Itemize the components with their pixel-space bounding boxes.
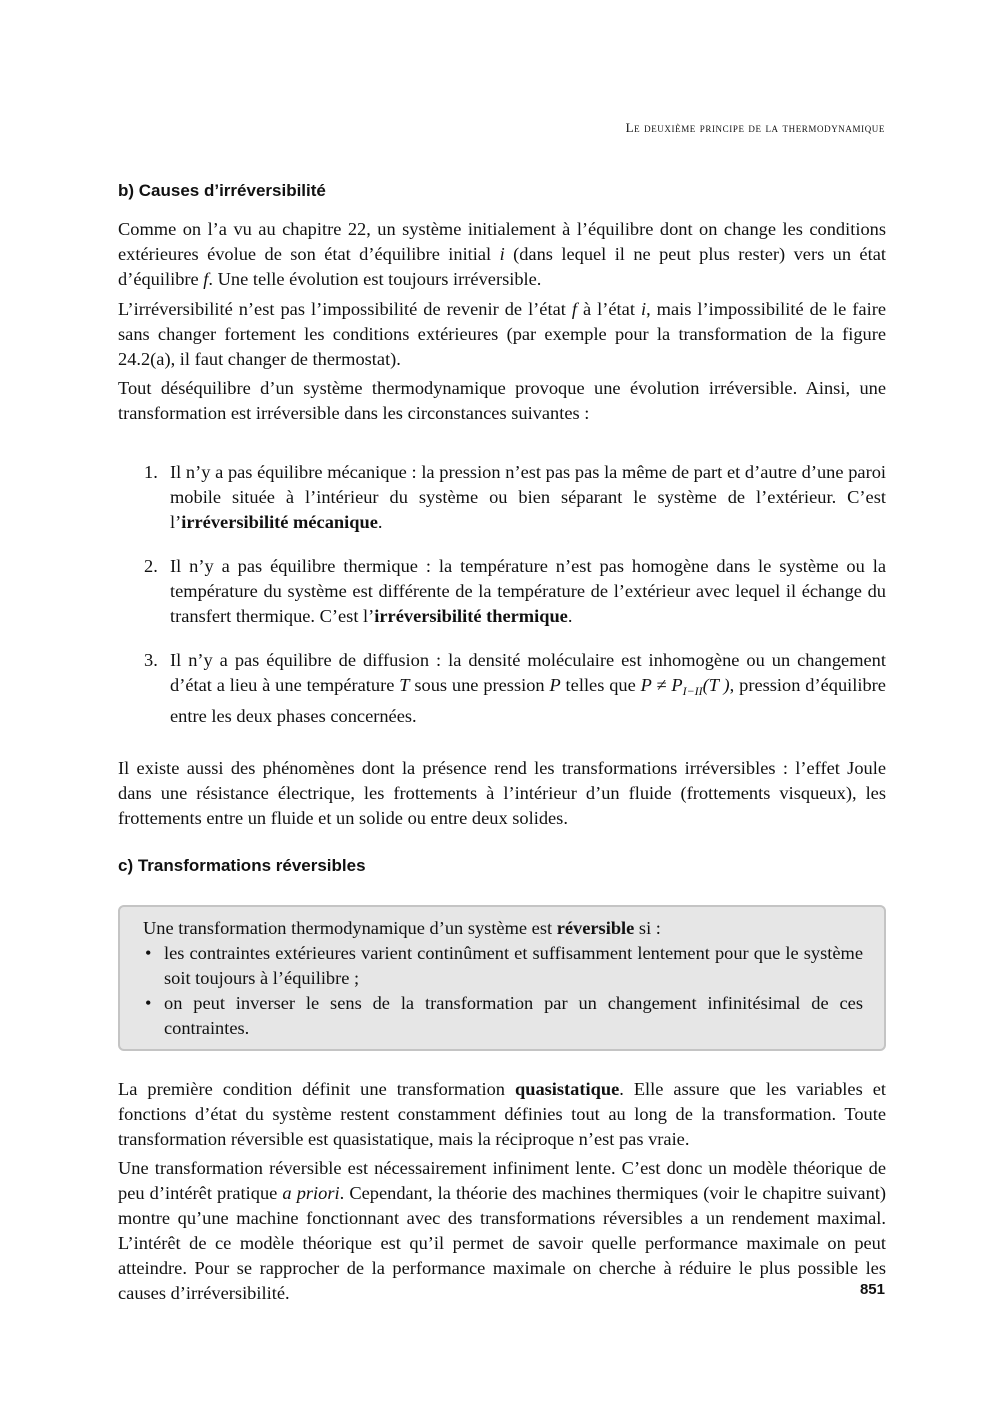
section-title-b: b) Causes d’irréversibilité [118,181,326,200]
p2-text-a: L’irréversibilité n’est pas l’impossibilité de revenir de l’état [118,299,572,319]
box-intro-bold: réversible [556,918,635,938]
section-title-c: c) Transformations réversibles [118,856,366,875]
box-bullet-text: les contraintes extérieures varient continûment et suffisamment lentement pour que le système soit toujours à l’équilibre ; [164,943,863,988]
list-item-end: . [377,512,383,532]
list-item-text: Il n’y a pas équilibre mécanique : la pression n’est pas pas la même de part et d’autre d’une paroi mobile située à l’intérieur du système ou bien séparant le système de l’extérieur. C’est l’ [170,462,886,532]
formula-subscript: I−II [682,684,703,698]
p1-text-c: . Une telle évolution est toujours irréversible. [208,269,542,289]
page-number: 851 [859,1281,885,1298]
p1-var-i: i [499,244,505,264]
formula: P ≠ P [640,675,683,695]
irreversibility-list [118,460,886,729]
paragraph-2 [118,297,886,372]
p6-italic: a priori [282,1183,340,1203]
p2-text-c: , mais l’impossibilité de le faire sans changer fortement les conditions extérieures (par exemple pour la transformation de la figure 24.2(a), il faut changer de thermostat). [118,299,886,369]
list-item-bold: irréversibilité thermique [374,606,568,626]
p6-text-b: . Cependant, la théorie des machines thermiques (voir le chapitre suivant) montre qu’une machine fonctionnant avec des transformations réversibles a un rendement maximal. L’intérêt de ce modèle théorique est qu’il permet de savoir quelle performance maximale on peut atteindre. Pour se rapprocher de la performance maximale on cherche à réduire le plus possible les causes d’irréversibilité. [118,1183,886,1303]
p1-text-a: Comme on l’a vu au chapitre 22, un système initialement à l’équilibre dont on change les conditions extérieures évolue de son état d’équilibre initial [118,219,886,264]
p1-text-b: (dans lequel il ne peut plus rester) vers un état d’équilibre [118,244,886,289]
p2-var-i: i [640,299,647,319]
list-item [118,460,886,535]
paragraph-1 [118,217,886,292]
box-intro-text: Une transformation thermodynamique d’un système est [143,918,557,938]
list-item-number: 3. [144,650,158,670]
list-item [118,554,886,629]
definition-box [118,905,886,1051]
p3-text: Tout déséquilibre d’un système thermodynamique provoque une évolution irréversible. Ainsi, une transformation est irréversible dans les circonstances suivantes : [118,378,886,423]
var-T: T [399,675,410,695]
list-item-number: 1. [144,462,158,482]
list-item-end: . [567,606,573,626]
list-item-bold: irréversibilité mécanique [181,512,378,532]
paragraph-4 [118,756,886,831]
var-P: P [549,675,561,695]
list-item [118,648,886,729]
p2-text-b: à l’état [576,299,641,319]
p1-var-f: f [203,269,209,289]
paragraph-3 [118,376,886,426]
paragraph-5 [118,1077,886,1152]
list-item-text-c: telles que [560,675,641,695]
formula-end: (T ) [702,675,730,695]
p4-text: Il existe aussi des phénomènes dont la présence rend les transformations irréversibles : l’effet Joule dans une résistance électrique, les frottements à l’intérieur d’un fluide (frottements visqueux), les frottements entre un fluide et un solide ou entre deux solides. [118,758,886,828]
box-bullet-item [143,991,863,1041]
paragraph-6 [118,1156,886,1306]
list-item-text: Il n’y a pas équilibre de diffusion : la densité moléculaire est inhomogène ou un changement d’état a lieu à une température [170,650,886,695]
p6-text-a: Une transformation réversible est nécessairement infiniment lente. C’est donc un modèle théorique de peu d’intérêt pratique [118,1158,886,1203]
box-intro [143,916,863,941]
bullet-icon: • [145,943,152,963]
list-item-text: Il n’y a pas équilibre thermique : la température n’est pas homogène dans le système ou la température du système est différente de la température de l’extérieur avec lequel il échange du transfert thermique. C’est l’ [170,556,886,626]
p2-var-f: f [571,299,577,319]
p5-text-b: . Elle assure que les variables et fonctions d’état du système restent constamment définies tout au long de la transformation. Toute transformation réversible est quasistatique, mais la réciproque n’est pas vraie. [118,1079,886,1149]
list-item-number: 2. [144,556,158,576]
bullet-icon: • [145,993,152,1013]
p5-text-a: La première condition définit une transformation [118,1079,515,1099]
p5-bold: quasistatique [514,1079,620,1099]
box-bullet-text: on peut inverser le sens de la transformation par un changement infinitésimal de ces contraintes. [164,993,863,1038]
list-item-text-b: sous une pression [409,675,550,695]
running-header: Le deuxième principe de la thermodynamique [625,120,885,135]
list-item-text-d: , pression d’équilibre entre les deux phases concernées. [170,675,886,726]
box-bullet-item [143,941,863,991]
box-intro-end: si : [634,918,661,938]
